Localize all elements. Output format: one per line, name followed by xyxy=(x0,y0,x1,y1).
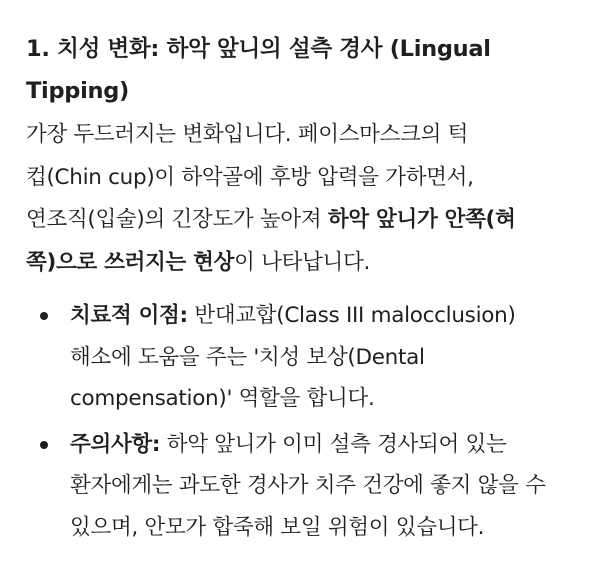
bullet-line-3: 있으며, 안모가 합죽해 보일 위험이 있습니다. xyxy=(70,514,485,540)
paragraph-line-3-text: 연조직(입술)의 긴장도가 높아져 xyxy=(26,207,328,232)
paragraph-line-3-emphasis: 하악 앞니가 안쪽(혀 xyxy=(327,207,516,232)
bullet-line-2: 환자에게는 과도한 경사가 치주 건강에 좋지 않을 수 xyxy=(70,473,546,498)
paragraph-line-3 xyxy=(26,199,586,242)
section-heading xyxy=(26,28,586,112)
paragraph-line-4-text: 이 나타납니다. xyxy=(234,249,371,275)
paragraph-line-4 xyxy=(26,242,586,285)
bullet-item-benefit xyxy=(0,295,600,420)
heading-line-2: Tipping) xyxy=(26,78,129,104)
bullet-line-3: compensation)' 역할을 합니다. xyxy=(70,386,375,411)
paragraph-line-1: 가장 두드러지는 변화입니다. 페이스마스크의 턱 xyxy=(26,122,469,147)
bullet-line-2: 해소에 도움을 주는 '치성 보상(Dental xyxy=(70,344,425,370)
intro-paragraph xyxy=(26,114,586,284)
paragraph-line-4-emphasis: 쪽)으로 쓰러지는 현상 xyxy=(26,249,235,275)
heading-line-1: 1. 치성 변화: 하악 앞니의 설측 경사 (Lingual xyxy=(26,36,491,62)
bullet-dot-icon xyxy=(40,312,48,320)
bullet-line-1 xyxy=(70,424,600,466)
paragraph-line-2: 컵(Chin cup)이 하악골에 후방 압력을 가하면서, xyxy=(26,164,474,190)
bullet-label: 주의사항: xyxy=(70,431,161,457)
bullet-dot-icon xyxy=(40,441,48,449)
bullet-label: 치료적 이점: xyxy=(70,303,188,328)
bullet-list xyxy=(0,295,600,552)
bullet-line-1-text: 하악 앞니가 이미 설측 경사되어 있는 xyxy=(160,431,507,457)
bullet-item-caution xyxy=(0,424,600,549)
bullet-line-1 xyxy=(70,295,600,337)
bullet-line-1-text: 반대교합(Class III malocclusion) xyxy=(187,303,516,328)
